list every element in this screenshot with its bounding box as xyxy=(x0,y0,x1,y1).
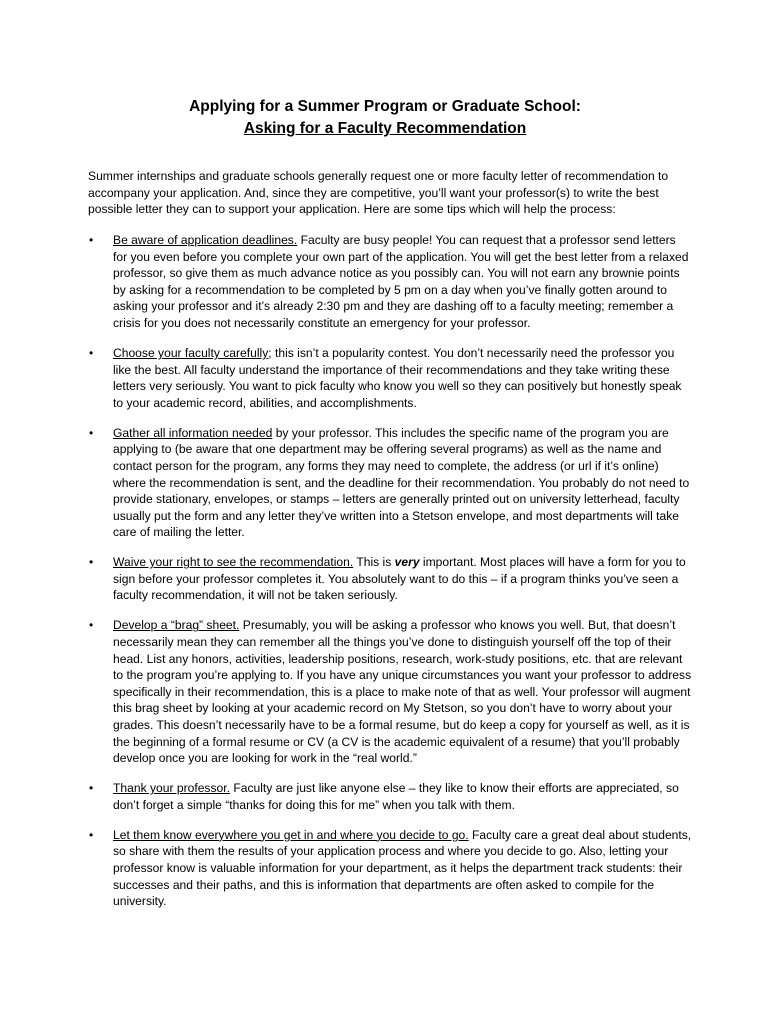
tip-body: by your professor. This includes the specific name of the program you are applying to (be aware that one department may be offering several programs) as well as the name and contact person for the program, any forms they may need to complete, the address (or url if it’s online) where the recommendation is sent, and the deadline for their recommendation. You probably do not need to provide stationary, envelopes, or stamps – letters are generally printed out on university letterhead, faculty usually put the form and any letter they’ve written into a Stetson envelope, and most departments will take care of mailing the letter. xyxy=(113,425,690,540)
bullet-icon: • xyxy=(89,425,94,440)
document-title: Applying for a Summer Program or Graduate School: xyxy=(189,98,581,115)
tip-body: important. Most places will have a form for you to sign before your professor completes it. You absolutely want to do this – if a program thinks you’ve seen a faculty recommendation, it will not be taken seriously. xyxy=(113,555,686,603)
tip-brag-sheet xyxy=(88,617,693,766)
tip-heading: Waive your right to see the recommendation. xyxy=(113,555,354,570)
tip-body: Faculty are just like anyone else – they like to know their efforts are appreciated, so don’t forget a simple “thanks for doing this for me” when you talk with them. xyxy=(113,781,679,812)
bullet-icon: • xyxy=(89,827,94,842)
tip-heading: Be aware of application deadlines. xyxy=(113,233,298,247)
tip-heading: Let them know everywhere you get in and where you decide to go. xyxy=(113,827,469,842)
tip-gather-info xyxy=(88,425,693,541)
tip-body: Faculty are busy people! You can request that a professor send letters for you even before you complete your own part of the application. You will get the best letter from a relaxed professor, so give them as much advance notice as you possibly can. You will not earn any brownie points by asking for a recommendation to be completed by 5 pm on a day when you’ve finally gotten around to asking your professor and it’s already 2:30 pm and they are dashing off to a faculty meeting; remember a crisis for you does not necessarily constitute an emergency for your professor. xyxy=(113,233,689,330)
tip-body: Presumably, you will be asking a professor who knows you well. But, that doesn’t necessarily mean they can remember all the things you’ve done to distinguish yourself off the top of their head. List any honors, activities, leadership positions, research, work-study positions, etc. that are relevant to the program you’re applying to. If you have any unique circumstances you want your professor to address specifically in their recommendation, this is a place to make note of that as well. Your professor will augment this brag sheet by looking at your academic record on My Stetson, so you don’t have to worry about your grades. This doesn’t necessarily have to be a formal resume, but do keep a copy for yourself as well, as it is the beginning of a formal resume or CV (a CV is the academic equivalent of a resume) that you’ll probably develop once you are looking for work in the “real world.” xyxy=(113,618,692,766)
tip-heading: Thank your professor. xyxy=(113,781,230,796)
bullet-icon: • xyxy=(89,345,94,360)
tip-thank-professor xyxy=(88,780,693,813)
bullet-icon: • xyxy=(89,781,94,796)
tip-share-results xyxy=(88,827,693,910)
document-subtitle: Asking for a Faculty Recommendation xyxy=(243,120,527,137)
bullet-icon: • xyxy=(89,555,94,570)
tip-choose-faculty xyxy=(88,345,693,411)
tip-body: Faculty care a great deal about students, so share with them the results of your application process and where you decide to go. Also, letting your professor know is valuable information for your department, as it helps the department track students: their successes and their paths, and this is information that departments are often asked to compile for the university. xyxy=(113,827,692,909)
tip-emphasis: very xyxy=(394,555,420,570)
tip-heading: Develop a “brag” sheet. xyxy=(113,618,240,633)
tip-body-intro: This is xyxy=(353,555,395,570)
tip-body: ; this isn’t a popularity contest. You don’t necessarily need the professor you like the best. All faculty understand the importance of their recommendations and they take writing these letters very seriously. You want to pick faculty who know you well so they can positively but honestly speak to your academic record, abilities, and accomplishments. xyxy=(113,345,682,410)
tip-deadlines xyxy=(88,232,693,332)
tip-heading: Choose your faculty carefully xyxy=(113,345,269,360)
tips-list xyxy=(88,232,693,923)
tip-heading: Gather all information needed xyxy=(113,425,273,440)
intro-paragraph: Summer internships and graduate schools generally request one or more faculty letter of recommendation to accompany your application. And, since they are competitive, you’ll want your professor(s) to write the best possible letter they can to support your application. Here are some tips which will help the process: xyxy=(88,169,669,217)
bullet-icon: • xyxy=(89,233,94,247)
bullet-icon: • xyxy=(89,618,94,633)
tip-waive-right xyxy=(88,554,693,604)
